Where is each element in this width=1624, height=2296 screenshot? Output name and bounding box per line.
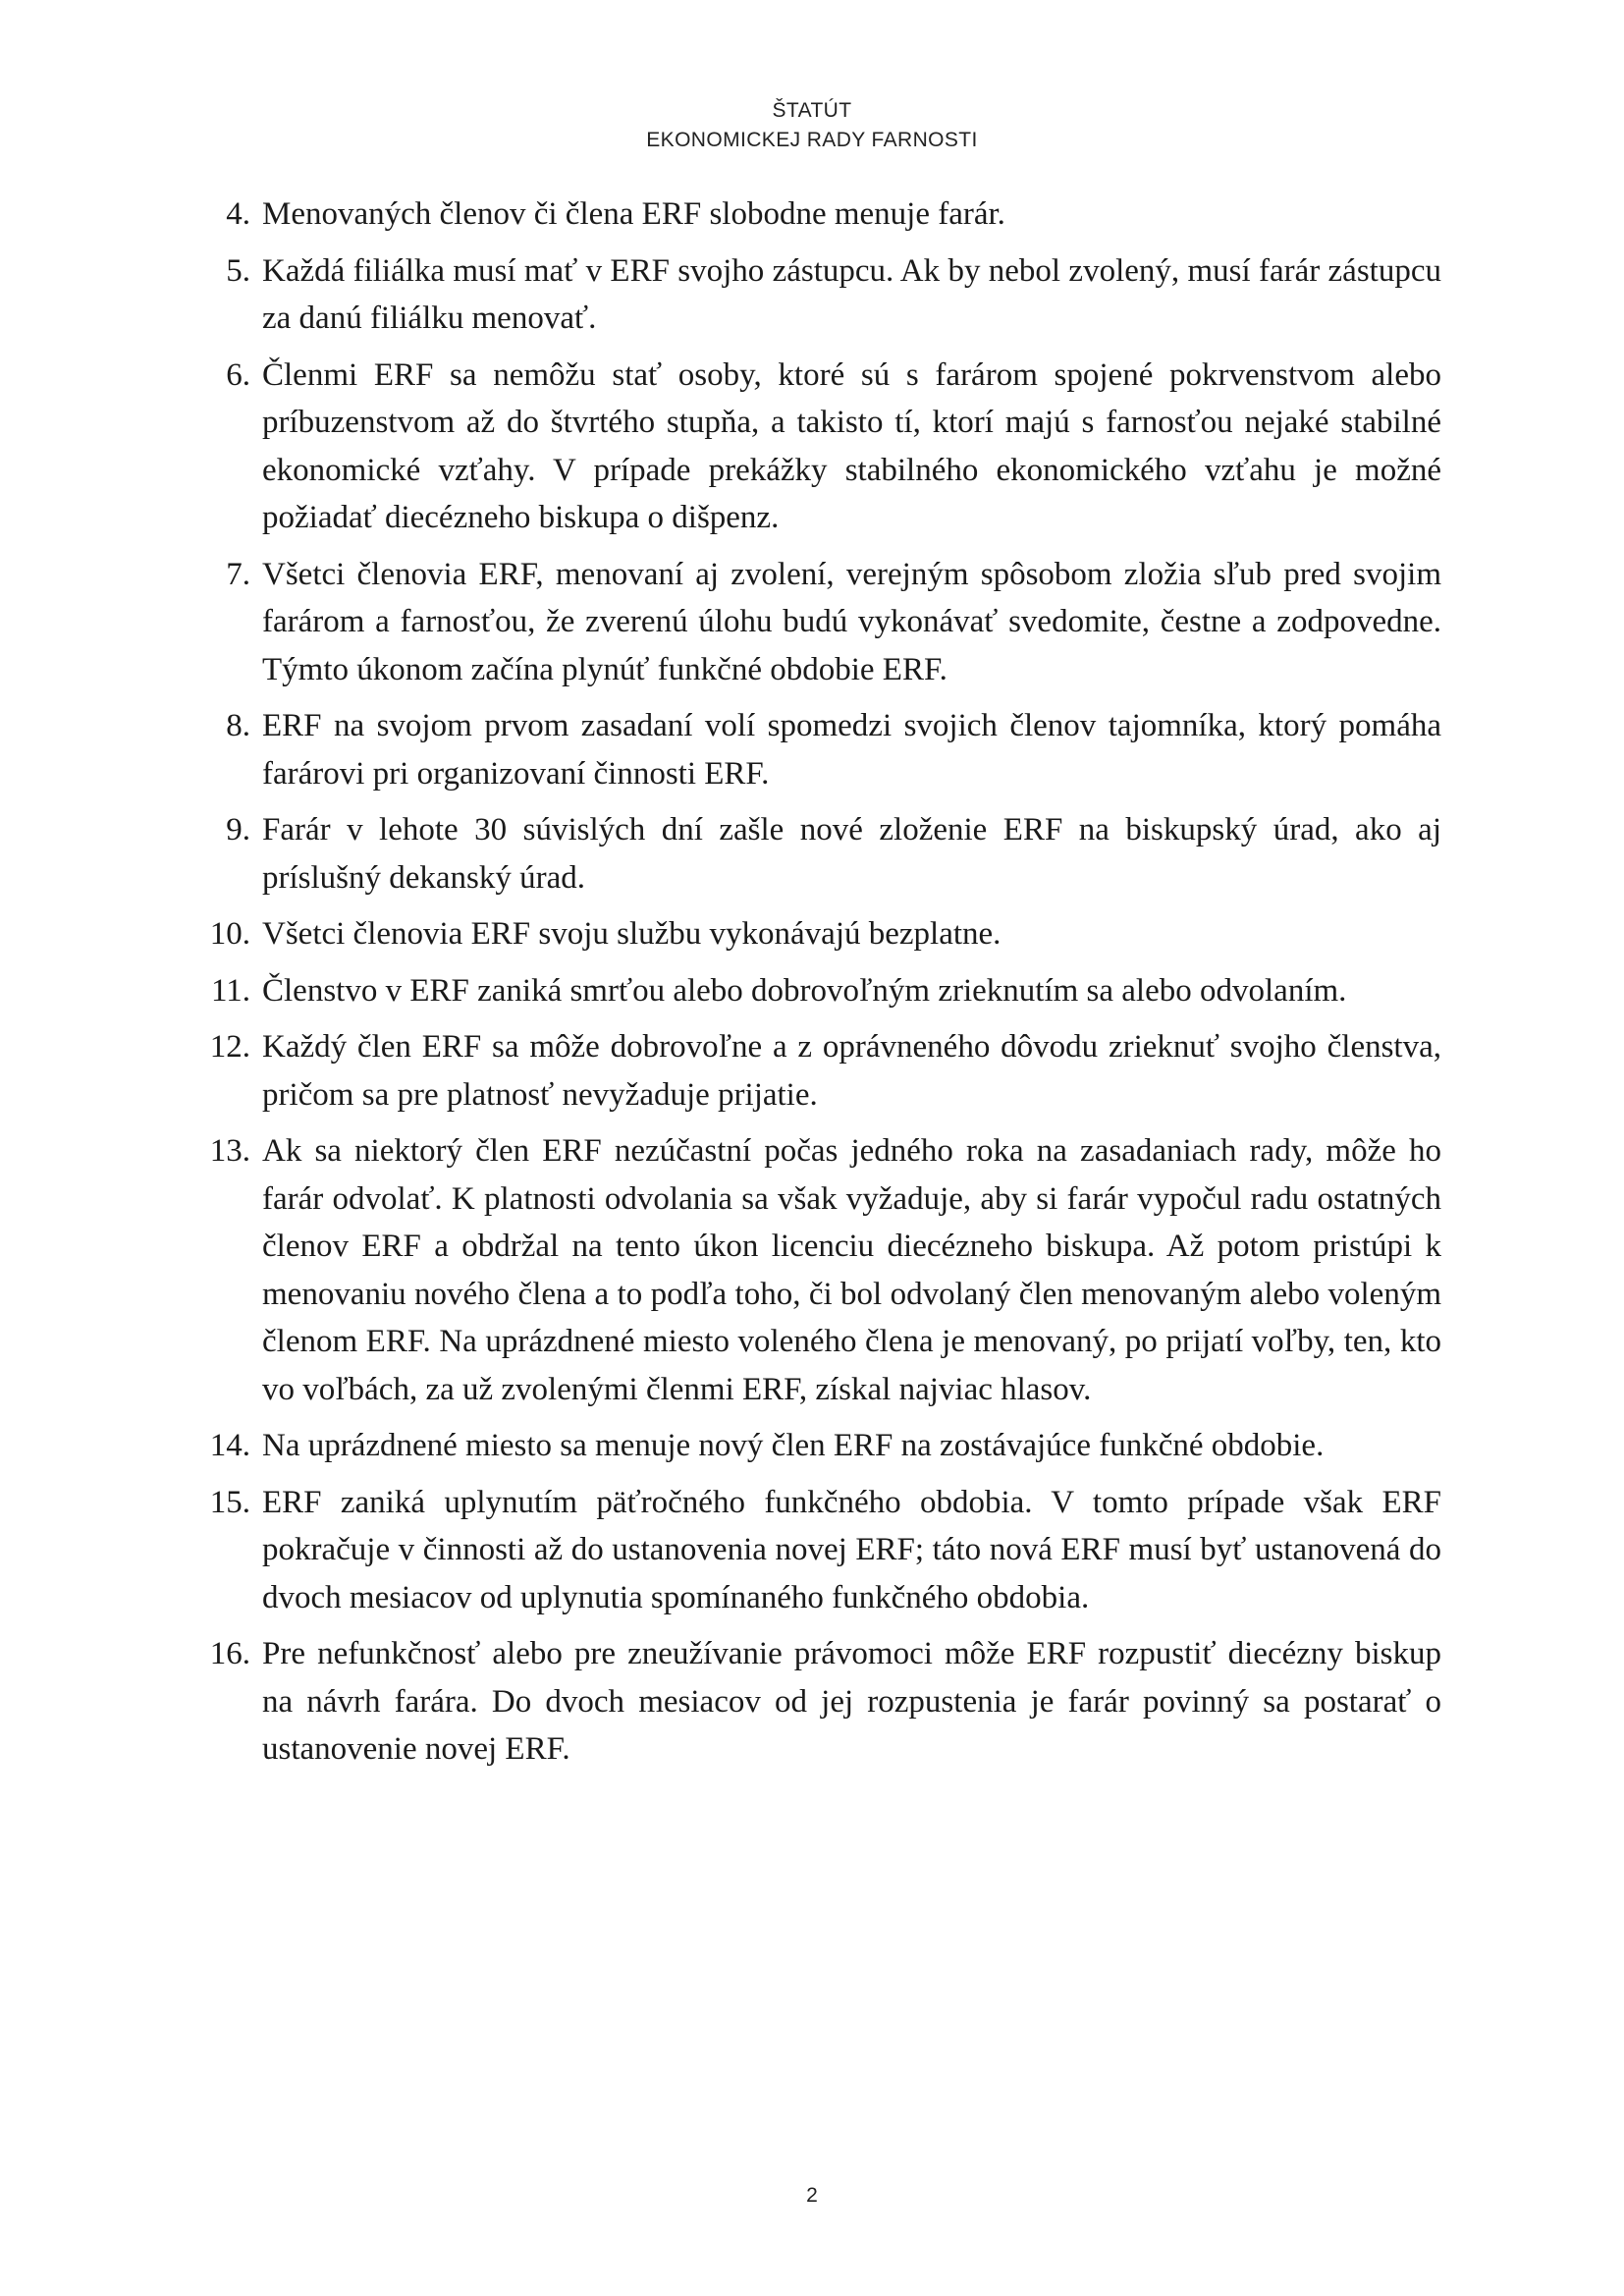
- list-item: [206, 191, 1441, 239]
- list-item: [206, 247, 1441, 343]
- item-number: 11.: [210, 972, 250, 1009]
- list-item: [206, 1127, 1441, 1413]
- item-number: 13.: [209, 1133, 250, 1169]
- item-number: 12.: [209, 1029, 250, 1065]
- list-item: [206, 806, 1441, 902]
- list-item: [206, 1422, 1441, 1470]
- item-number: 10.: [209, 916, 250, 952]
- item-number: 4.: [226, 196, 250, 232]
- list-item: [206, 967, 1441, 1015]
- item-text: Menovaných členov či člena ERF slobodne menuje farár.: [262, 196, 1005, 232]
- list-item: [206, 910, 1441, 958]
- page-number: 2: [806, 2184, 818, 2207]
- item-text: Členstvo v ERF zaniká smrťou alebo dobrovoľným zrieknutím sa alebo odvolaním.: [262, 972, 1347, 1009]
- statute-article-list: [206, 191, 1441, 1782]
- item-text: Každý člen ERF sa môže dobrovoľne a z oprávneného dôvodu zrieknuť svojho členstva, pričom sa pre platnosť nevyžaduje prijatie.: [262, 1029, 1441, 1113]
- document-header: [0, 96, 1624, 155]
- item-text: Každá filiálka musí mať v ERF svojho zástupcu. Ak by nebol zvolený, musí farár zástupcu za danú filiálku menovať.: [262, 252, 1441, 336]
- list-item: [206, 1479, 1441, 1622]
- item-text: ERF zaniká uplynutím päťročného funkčného obdobia. V tomto prípade však ERF pokračuje v činnosti až do ustanovenia novej ERF; táto nová ERF musí byť ustanovená do dvoch mesiacov od uplynutia spomínaného funkčného obdobia.: [262, 1484, 1441, 1615]
- item-number: 14.: [209, 1428, 250, 1463]
- list-item: [206, 1630, 1441, 1774]
- item-text: Všetci členovia ERF, menovaní aj zvolení, verejným spôsobom zložia sľub pred svojim farárom a farnosťou, že zverenú úlohu budú vykonávať svedomite, čestne a zodpovedne. Týmto úkonom začína plynúť funkčné obdobie ERF.: [262, 556, 1441, 687]
- item-text: ERF na svojom prvom zasadaní volí spomedzi svojich členov tajomníka, ktorý pomáha farárovi pri organizovaní činnosti ERF.: [262, 708, 1441, 792]
- header-title-line-1: ŠTATÚT: [772, 99, 852, 122]
- item-text: Ak sa niektorý člen ERF nezúčastní počas jedného roka na zasadaniach rady, môže ho farár odvolať. K platnosti odvolania sa však vyžaduje, aby si farár vypočul radu ostatných členov ERF a obdržal na tento úkon licenciu diecézneho biskupa. Až potom pristúpi k menovaniu nového člena a to podľa toho, či bol odvolaný člen menovaným alebo voleným členom ERF. Na uprázdnené miesto voleného člena je menovaný, po prijatí voľby, ten, kto vo voľbách, za už zvolenými členmi ERF, získal najviac hlasov.: [262, 1133, 1441, 1407]
- item-text: Všetci členovia ERF svoju službu vykonávajú bezplatne.: [262, 916, 1001, 952]
- item-number: 7.: [226, 556, 250, 592]
- list-item: [206, 551, 1441, 694]
- item-text: Na uprázdnené miesto sa menuje nový člen ERF na zostávajúce funkčné obdobie.: [262, 1428, 1325, 1463]
- item-number: 9.: [226, 812, 250, 847]
- item-text: Farár v lehote 30 súvislých dní zašle nové zloženie ERF na biskupský úrad, ako aj príslušný dekanský úrad.: [262, 812, 1441, 896]
- list-item: [206, 702, 1441, 797]
- list-item: [206, 352, 1441, 542]
- item-number: 15.: [209, 1484, 250, 1520]
- item-number: 8.: [226, 708, 250, 743]
- item-number: 16.: [209, 1636, 250, 1671]
- item-number: 5.: [226, 252, 250, 289]
- item-number: 6.: [226, 356, 250, 393]
- header-title-line-2: EKONOMICKEJ RADY FARNOSTI: [646, 129, 978, 151]
- list-item: [206, 1023, 1441, 1119]
- item-text: Pre nefunkčnosť alebo pre zneužívanie právomoci môže ERF rozpustiť diecézny biskup na návrh farára. Do dvoch mesiacov od jej rozpustenia je farár povinný sa postarať o ustanovenie novej ERF.: [262, 1636, 1441, 1767]
- item-text: Členmi ERF sa nemôžu stať osoby, ktoré sú s farárom spojené pokrvenstvom alebo príbuzenstvom až do štvrtého stupňa, a takisto tí, ktorí majú s farnosťou nejaké stabilné ekonomické vzťahy. V prípade prekážky stabilného ekonomického vzťahu je možné požiadať diecézneho biskupa o dišpenz.: [262, 356, 1441, 535]
